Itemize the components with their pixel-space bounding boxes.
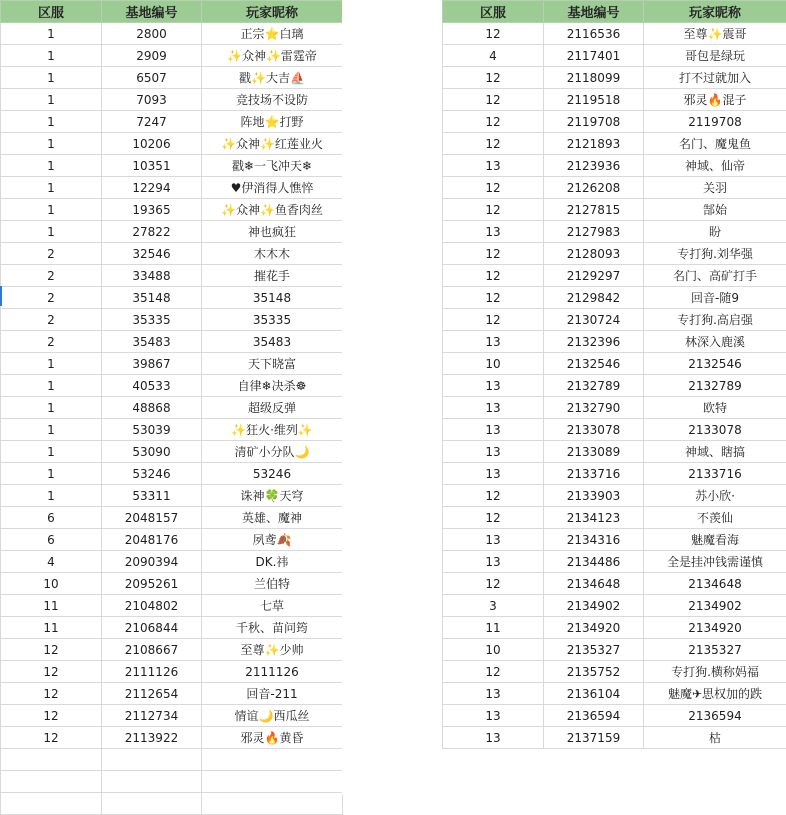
cell-base-id[interactable]: 2135327 — [544, 639, 644, 661]
cell-player-name[interactable]: 神域、瞎搞 — [644, 441, 786, 463]
cell-player-name[interactable]: 戳✨大吉⛵ — [202, 67, 343, 89]
cell-player-name[interactable]: 竞技场不设防 — [202, 89, 343, 111]
cell-base-id[interactable]: 2116536 — [544, 23, 644, 45]
cell-player-name[interactable]: ✨众神✨雷霆帝 — [202, 45, 343, 67]
table-row — [443, 89, 786, 111]
cell-player-name[interactable]: 关羽 — [644, 177, 786, 199]
cell-player-name[interactable]: 2134920 — [644, 617, 786, 639]
cell-base-id[interactable]: 10206 — [102, 133, 202, 155]
cell-base-id[interactable]: 2112654 — [102, 683, 202, 705]
cell-server[interactable]: 11 — [443, 617, 544, 639]
cell-server[interactable]: 13 — [443, 529, 544, 551]
cell-server[interactable]: 1 — [1, 485, 102, 507]
cell-server[interactable]: 1 — [1, 463, 102, 485]
table-row — [1, 221, 343, 243]
cell-server[interactable]: 1 — [1, 177, 102, 199]
cell-base-id[interactable]: 2800 — [102, 23, 202, 45]
cell-server[interactable]: 13 — [443, 419, 544, 441]
cell-player-name[interactable]: 35483 — [202, 331, 343, 353]
table-row — [1, 683, 343, 705]
cell-player-name[interactable]: 正宗⭐白璃 — [202, 23, 343, 45]
cell-server[interactable]: 12 — [443, 133, 544, 155]
table-row — [443, 551, 786, 573]
table-row — [1, 749, 343, 771]
cell-server[interactable]: 3 — [443, 595, 544, 617]
cell-player-name[interactable]: 2133078 — [644, 419, 786, 441]
cell-player-name[interactable]: 天下晓富 — [202, 353, 343, 375]
table-row — [1, 331, 343, 353]
cell-player-name[interactable]: 名门、魔鬼鱼 — [644, 133, 786, 155]
cell-base-id[interactable]: 2132396 — [544, 331, 644, 353]
cell-server[interactable]: 11 — [1, 595, 102, 617]
cell-base-id[interactable]: 7093 — [102, 89, 202, 111]
cell-server[interactable]: 2 — [1, 331, 102, 353]
table-row — [1, 617, 343, 639]
table-row — [1, 507, 343, 529]
cell-base-id[interactable]: 2133078 — [544, 419, 644, 441]
cell-server[interactable]: 1 — [1, 111, 102, 133]
table-row — [443, 573, 786, 595]
cell-player-name[interactable]: 木木木 — [202, 243, 343, 265]
table-row — [443, 287, 786, 309]
table-row — [443, 441, 786, 463]
cell-player-name[interactable]: 2119708 — [644, 111, 786, 133]
cell-base-id[interactable]: 2128093 — [544, 243, 644, 265]
cell-base-id[interactable]: 2106844 — [102, 617, 202, 639]
cell-base-id[interactable]: 32546 — [102, 243, 202, 265]
cell-player-name[interactable]: 2132546 — [644, 353, 786, 375]
table-row — [443, 397, 786, 419]
cell-server[interactable]: 12 — [443, 287, 544, 309]
cell-player-name[interactable]: 全是挂冲钱需谨慎 — [644, 551, 786, 573]
table-row — [1, 661, 343, 683]
cell-server[interactable]: 1 — [1, 23, 102, 45]
cell-server[interactable]: 12 — [443, 177, 544, 199]
table-row — [1, 397, 343, 419]
cell-server[interactable]: 1 — [1, 397, 102, 419]
table-row — [1, 89, 343, 111]
cell-server[interactable]: 1 — [1, 133, 102, 155]
cell-player-name[interactable]: 神也疯狂 — [202, 221, 343, 243]
cell-base-id[interactable]: 2135752 — [544, 661, 644, 683]
table-row — [443, 67, 786, 89]
table-row — [443, 705, 786, 727]
table-row — [1, 551, 343, 573]
cell-player-name[interactable]: 清矿小分队🌙 — [202, 441, 343, 463]
cell-player-name[interactable]: 英雄、魔神 — [202, 507, 343, 529]
cell-player-name[interactable]: 名门、高矿打手 — [644, 265, 786, 287]
table-row — [1, 595, 343, 617]
cell-player-name[interactable]: 35148 — [202, 287, 343, 309]
table-row — [443, 375, 786, 397]
cell-player-name[interactable]: 七草 — [202, 595, 343, 617]
table-row — [1, 67, 343, 89]
cell-player-name[interactable]: 2136594 — [644, 705, 786, 727]
cell-player-name[interactable]: 2135327 — [644, 639, 786, 661]
cell-server[interactable]: 12 — [443, 67, 544, 89]
cell-base-id[interactable]: 2909 — [102, 45, 202, 67]
cell-base-id[interactable]: 2134920 — [544, 617, 644, 639]
cell-server[interactable] — [1, 749, 102, 771]
cell-base-id[interactable]: 6507 — [102, 67, 202, 89]
cell-base-id[interactable] — [102, 771, 202, 793]
cell-server[interactable]: 12 — [443, 661, 544, 683]
cell-server[interactable]: 12 — [1, 705, 102, 727]
table-row — [1, 441, 343, 463]
table-row — [443, 23, 786, 45]
header-base-id[interactable]: 基地编号 — [102, 1, 202, 23]
cell-base-id[interactable]: 2129842 — [544, 287, 644, 309]
cell-base-id[interactable]: 2132790 — [544, 397, 644, 419]
table-row — [443, 45, 786, 67]
cell-player-name[interactable]: 回音-随9 — [644, 287, 786, 309]
cell-server[interactable]: 12 — [443, 89, 544, 111]
cell-server[interactable]: 12 — [443, 265, 544, 287]
cell-server[interactable]: 12 — [1, 639, 102, 661]
header-player-name[interactable]: 玩家昵称 — [644, 1, 786, 23]
cell-player-name[interactable] — [202, 749, 343, 771]
table-row — [443, 683, 786, 705]
cell-server[interactable] — [1, 771, 102, 793]
header-row — [1, 1, 343, 23]
cell-base-id[interactable]: 2134648 — [544, 573, 644, 595]
cell-player-name[interactable]: ✨众神✨红莲业火 — [202, 133, 343, 155]
cell-player-name[interactable]: 不羡仙 — [644, 507, 786, 529]
cell-base-id[interactable]: 2090394 — [102, 551, 202, 573]
cell-server[interactable]: 1 — [1, 419, 102, 441]
cell-server[interactable]: 12 — [443, 23, 544, 45]
player-table-right — [442, 0, 786, 749]
cell-base-id[interactable]: 53039 — [102, 419, 202, 441]
cell-player-name[interactable]: 2134648 — [644, 573, 786, 595]
cell-server[interactable]: 1 — [1, 375, 102, 397]
cell-base-id[interactable]: 2133903 — [544, 485, 644, 507]
cell-base-id[interactable]: 2126208 — [544, 177, 644, 199]
cell-server[interactable]: 2 — [1, 265, 102, 287]
table-row — [1, 177, 343, 199]
cell-base-id[interactable]: 2134123 — [544, 507, 644, 529]
table-row — [1, 705, 343, 727]
cell-base-id[interactable]: 10351 — [102, 155, 202, 177]
cell-player-name[interactable]: 诛神🍀天穹 — [202, 485, 343, 507]
cell-base-id[interactable]: 2133716 — [544, 463, 644, 485]
table-row — [443, 661, 786, 683]
cell-player-name[interactable]: 打不过就加入 — [644, 67, 786, 89]
cell-player-name[interactable]: 魅魔看海 — [644, 529, 786, 551]
table-row — [443, 507, 786, 529]
cell-player-name[interactable]: 兰伯特 — [202, 573, 343, 595]
cell-player-name[interactable]: 千秋、苗问筠 — [202, 617, 343, 639]
cell-base-id[interactable]: 35483 — [102, 331, 202, 353]
cell-player-name[interactable]: 情谊🌙西瓜丝 — [202, 705, 343, 727]
cell-player-name[interactable]: 2133716 — [644, 463, 786, 485]
cell-base-id[interactable]: 19365 — [102, 199, 202, 221]
cell-server[interactable]: 13 — [443, 683, 544, 705]
cell-player-name[interactable]: ✨狂火·维列✨ — [202, 419, 343, 441]
table-row — [1, 45, 343, 67]
table-row — [443, 155, 786, 177]
cell-server[interactable]: 6 — [1, 529, 102, 551]
cell-player-name[interactable]: 超级反弹 — [202, 397, 343, 419]
table-row — [443, 265, 786, 287]
cell-base-id[interactable]: 53311 — [102, 485, 202, 507]
cell-player-name[interactable]: 2134902 — [644, 595, 786, 617]
table-row — [1, 133, 343, 155]
cell-server[interactable]: 1 — [1, 353, 102, 375]
cell-server[interactable]: 13 — [443, 331, 544, 353]
player-table-left — [0, 0, 343, 815]
cell-base-id[interactable]: 27822 — [102, 221, 202, 243]
header-row — [443, 1, 786, 23]
table-row — [1, 529, 343, 551]
cell-server[interactable]: 1 — [1, 89, 102, 111]
cell-server[interactable]: 12 — [1, 661, 102, 683]
cell-base-id[interactable]: 2118099 — [544, 67, 644, 89]
cell-server[interactable]: 1 — [1, 441, 102, 463]
table-row — [1, 111, 343, 133]
table-row — [1, 485, 343, 507]
cell-server[interactable]: 13 — [443, 375, 544, 397]
cell-base-id[interactable]: 40533 — [102, 375, 202, 397]
cell-player-name[interactable]: 邪灵🔥黄昏 — [202, 727, 343, 749]
cell-base-id[interactable]: 39867 — [102, 353, 202, 375]
cell-player-name[interactable]: 阵地⭐打野 — [202, 111, 343, 133]
cell-base-id[interactable]: 2104802 — [102, 595, 202, 617]
cell-player-name[interactable]: 53246 — [202, 463, 343, 485]
table-row — [443, 419, 786, 441]
cell-base-id[interactable]: 2048176 — [102, 529, 202, 551]
cell-base-id[interactable]: 2132546 — [544, 353, 644, 375]
table-row — [1, 155, 343, 177]
cell-player-name[interactable]: 郜始 — [644, 199, 786, 221]
cell-base-id[interactable]: 2127983 — [544, 221, 644, 243]
cell-base-id[interactable]: 2127815 — [544, 199, 644, 221]
cell-server[interactable]: 12 — [1, 727, 102, 749]
cell-base-id[interactable]: 2132789 — [544, 375, 644, 397]
cell-server[interactable]: 10 — [443, 353, 544, 375]
cell-base-id[interactable]: 33488 — [102, 265, 202, 287]
table-row — [1, 243, 343, 265]
cell-base-id[interactable]: 2119708 — [544, 111, 644, 133]
table-row — [1, 199, 343, 221]
header-player-name[interactable]: 玩家昵称 — [202, 1, 343, 23]
cell-base-id[interactable] — [102, 793, 202, 815]
cell-server[interactable]: 10 — [443, 639, 544, 661]
cell-player-name[interactable]: 专打狗.刘华强 — [644, 243, 786, 265]
cell-server[interactable]: 12 — [1, 683, 102, 705]
cell-server[interactable]: 13 — [443, 727, 544, 749]
cell-base-id[interactable]: 2112734 — [102, 705, 202, 727]
table-row — [443, 529, 786, 551]
cell-server[interactable]: 13 — [443, 463, 544, 485]
cell-server[interactable]: 4 — [443, 45, 544, 67]
cell-player-name[interactable]: 哥包是绿玩 — [644, 45, 786, 67]
cell-base-id[interactable]: 2048157 — [102, 507, 202, 529]
cell-server[interactable]: 13 — [443, 397, 544, 419]
cell-player-name[interactable] — [202, 793, 343, 815]
table-row — [1, 793, 343, 815]
cell-server[interactable]: 11 — [1, 617, 102, 639]
cell-player-name[interactable]: 至尊✨少帅 — [202, 639, 343, 661]
cell-base-id[interactable]: 2129297 — [544, 265, 644, 287]
cell-server[interactable]: 13 — [443, 221, 544, 243]
cell-player-name[interactable]: 至尊✨震哥 — [644, 23, 786, 45]
header-base-id[interactable]: 基地编号 — [544, 1, 644, 23]
table-row — [1, 463, 343, 485]
cell-player-name[interactable]: 魅魔✈思权加的跌 — [644, 683, 786, 705]
table-row — [443, 617, 786, 639]
table-row — [1, 639, 343, 661]
cell-player-name[interactable]: DK.祎 — [202, 551, 343, 573]
cell-player-name[interactable]: ♥伊消得人憔悴 — [202, 177, 343, 199]
cell-player-name[interactable]: 戳❄一飞冲天❄ — [202, 155, 343, 177]
table-row — [443, 485, 786, 507]
cell-base-id[interactable]: 2108667 — [102, 639, 202, 661]
cell-server[interactable]: 12 — [443, 243, 544, 265]
cell-player-name[interactable]: 欧特 — [644, 397, 786, 419]
cell-player-name[interactable]: 林深入鹿溪 — [644, 331, 786, 353]
cell-player-name[interactable]: 盼 — [644, 221, 786, 243]
cell-base-id[interactable]: 2117401 — [544, 45, 644, 67]
table-row — [1, 419, 343, 441]
table-row — [443, 243, 786, 265]
cell-base-id[interactable]: 12294 — [102, 177, 202, 199]
cell-player-name[interactable]: 35335 — [202, 309, 343, 331]
table-row — [443, 595, 786, 617]
cell-base-id[interactable]: 2134486 — [544, 551, 644, 573]
table-row — [443, 727, 786, 749]
cell-base-id[interactable]: 2095261 — [102, 573, 202, 595]
cell-server[interactable]: 13 — [443, 155, 544, 177]
cell-server[interactable]: 2 — [1, 243, 102, 265]
table-row — [443, 133, 786, 155]
cell-base-id[interactable]: 2136594 — [544, 705, 644, 727]
table-row — [443, 309, 786, 331]
cell-server[interactable]: 1 — [1, 199, 102, 221]
cell-base-id[interactable]: 2119518 — [544, 89, 644, 111]
cell-server[interactable]: 2 — [1, 309, 102, 331]
table-row — [443, 463, 786, 485]
table-row — [1, 309, 343, 331]
table-row — [1, 265, 343, 287]
cell-player-name[interactable]: 摧花手 — [202, 265, 343, 287]
cell-player-name[interactable]: 专打狗.高启强 — [644, 309, 786, 331]
cell-server[interactable]: 12 — [443, 111, 544, 133]
cell-player-name[interactable]: 邪灵🔥混子 — [644, 89, 786, 111]
cell-player-name[interactable]: 苏小欣· — [644, 485, 786, 507]
header-server[interactable]: 区服 — [443, 1, 544, 23]
cell-base-id[interactable]: 2113922 — [102, 727, 202, 749]
cell-base-id[interactable] — [102, 749, 202, 771]
cell-server[interactable]: 12 — [443, 573, 544, 595]
cell-server[interactable]: 13 — [443, 441, 544, 463]
table-row — [1, 771, 343, 793]
cell-player-name[interactable]: 夙鸢🍂 — [202, 529, 343, 551]
cell-base-id[interactable]: 48868 — [102, 397, 202, 419]
cell-player-name[interactable] — [202, 771, 343, 793]
cell-base-id[interactable]: 35335 — [102, 309, 202, 331]
cell-player-name[interactable]: 枯 — [644, 727, 786, 749]
table-row — [1, 727, 343, 749]
header-server[interactable]: 区服 — [1, 1, 102, 23]
cell-server[interactable]: 1 — [1, 155, 102, 177]
cell-server[interactable]: 1 — [1, 67, 102, 89]
table-row — [1, 353, 343, 375]
cell-base-id[interactable]: 35148 — [102, 287, 202, 309]
cell-server[interactable]: 12 — [443, 485, 544, 507]
cell-base-id[interactable]: 2133089 — [544, 441, 644, 463]
cell-player-name[interactable]: 专打狗.横称妈福 — [644, 661, 786, 683]
cell-base-id[interactable]: 2130724 — [544, 309, 644, 331]
cell-server[interactable]: 12 — [443, 199, 544, 221]
row-selection-marker — [0, 286, 2, 306]
cell-base-id[interactable]: 2121893 — [544, 133, 644, 155]
cell-player-name[interactable]: 2111126 — [202, 661, 343, 683]
cell-base-id[interactable]: 2123936 — [544, 155, 644, 177]
cell-server[interactable]: 10 — [1, 573, 102, 595]
column-gap — [342, 0, 442, 795]
cell-player-name[interactable]: 回音-211 — [202, 683, 343, 705]
cell-base-id[interactable]: 53090 — [102, 441, 202, 463]
cell-player-name[interactable]: ✨众神✨鱼香肉丝 — [202, 199, 343, 221]
table-row — [1, 573, 343, 595]
table-row — [443, 353, 786, 375]
cell-server[interactable]: 6 — [1, 507, 102, 529]
cell-base-id[interactable]: 53246 — [102, 463, 202, 485]
table-row — [443, 221, 786, 243]
cell-server[interactable]: 12 — [443, 507, 544, 529]
cell-base-id[interactable]: 2134316 — [544, 529, 644, 551]
cell-server[interactable]: 13 — [443, 551, 544, 573]
cell-server[interactable]: 1 — [1, 221, 102, 243]
cell-base-id[interactable]: 2136104 — [544, 683, 644, 705]
cell-base-id[interactable]: 2137159 — [544, 727, 644, 749]
cell-player-name[interactable]: 2132789 — [644, 375, 786, 397]
table-row — [443, 199, 786, 221]
table-row — [443, 639, 786, 661]
cell-server[interactable]: 1 — [1, 45, 102, 67]
table-row — [1, 287, 343, 309]
table-row — [1, 23, 343, 45]
cell-server[interactable]: 12 — [443, 309, 544, 331]
table-row — [1, 375, 343, 397]
cell-base-id[interactable]: 2134902 — [544, 595, 644, 617]
table-row — [443, 331, 786, 353]
cell-server[interactable]: 13 — [443, 705, 544, 727]
cell-base-id[interactable]: 7247 — [102, 111, 202, 133]
table-row — [443, 177, 786, 199]
table-row — [443, 111, 786, 133]
cell-server[interactable]: 4 — [1, 551, 102, 573]
cell-base-id[interactable]: 2111126 — [102, 661, 202, 683]
cell-server[interactable] — [1, 793, 102, 815]
cell-player-name[interactable]: 神域、仙帝 — [644, 155, 786, 177]
cell-player-name[interactable]: 自律❄决杀☸ — [202, 375, 343, 397]
cell-server[interactable]: 2 — [1, 287, 102, 309]
